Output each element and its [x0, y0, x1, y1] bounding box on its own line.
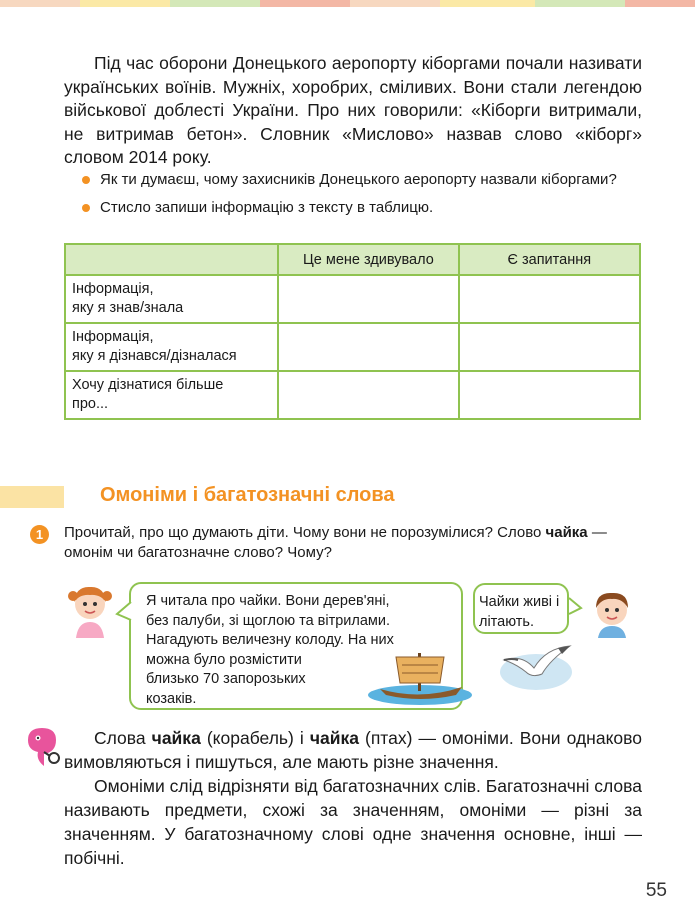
bullet-dot-icon [82, 176, 90, 184]
task-text-before: Прочитай, про що думають діти. Чому вони не порозумілися? Слово [64, 524, 546, 541]
rule-text: (корабель) і [200, 728, 310, 748]
seagull-icon [498, 636, 574, 694]
strip-segment [535, 0, 625, 7]
boy-speech-bubble [473, 583, 569, 634]
girl-speech-line: козаків. [146, 690, 197, 707]
bullet-list [80, 170, 642, 226]
strip-segment [625, 0, 695, 7]
table-cell[interactable] [459, 323, 640, 371]
girl-speech-line: Я читала про чайки. Вони дерев'яні, [146, 593, 390, 609]
girl-speech-line: Нагадують величезну колоду. На них [146, 632, 394, 648]
section-band [0, 486, 64, 508]
table-row [65, 275, 640, 323]
table-row-label: Хочу дізнатися більше про... [65, 371, 278, 419]
table-header-cell [65, 244, 278, 275]
bullet-item [80, 198, 642, 218]
rule-paragraphs [64, 726, 642, 870]
rule-bold-word: чайка [309, 728, 359, 748]
page-number: 55 [645, 880, 667, 901]
strip-segment [80, 0, 170, 7]
cossack-boat-icon [366, 643, 474, 707]
rule-bold-word: чайка [151, 728, 201, 748]
rule-text: (птах) — омоніми. Вони однаково вимовляються і пишуться, але мають різне значення. [64, 728, 642, 772]
intro-paragraph [64, 52, 642, 170]
table-cell[interactable] [278, 275, 458, 323]
rule-paragraph: Омоніми слід відрізняти від багатозначних слів. Багатозначні слова називають предмети, схожі за значенням, омоніми — різні за значенням. У багатозначному слові одне значення основне, інші — побічні. [64, 776, 642, 868]
table-cell[interactable] [459, 275, 640, 323]
bullet-item [80, 170, 642, 190]
rule-text: Слова [94, 728, 152, 748]
info-table [64, 243, 641, 420]
rule-paragraph [64, 726, 642, 774]
table-row [65, 371, 640, 419]
boy-speech-text: Чайки живі і літають. [479, 594, 560, 630]
mascot-icon [22, 726, 64, 770]
intro-text: Під час оборони Донецького аеропорту кіборгами почали називати українських воїнів. Мужніх, хоробрих, сміливих. Вони стали легендою військової доблесті України. Про них говорили: «Кіборги витримали, не витримав бетон». Словник «Мислово» назвав слово «кіборг» словом 2014 року. [64, 53, 642, 167]
table-row-label: Інформація, яку я знав/знала [65, 275, 278, 323]
strip-segment [170, 0, 260, 7]
table-row [65, 323, 640, 371]
task-bold-word: чайка [545, 524, 588, 541]
bullet-text: Стисло запиши інформацію з тексту в таблицю. [100, 199, 434, 216]
bubble-tail [115, 600, 133, 624]
girl-speech-line: можна було розмістити [146, 651, 302, 668]
strip-segment [350, 0, 440, 7]
girl-icon [66, 582, 114, 638]
bullet-dot-icon [82, 204, 90, 212]
strip-segment [440, 0, 535, 7]
table-header-row [65, 244, 640, 275]
girl-speech-line: близько 70 запорозьких [146, 671, 306, 687]
strip-segment [260, 0, 350, 7]
table-header-cell: Це мене здивувало [278, 244, 458, 275]
task-number-badge: 1 [30, 525, 49, 544]
task-text-after: — омонім чи багатозначне слово? Чому? [64, 524, 607, 561]
table-cell[interactable] [278, 323, 458, 371]
boy-icon [588, 588, 636, 638]
strip-segment [0, 0, 80, 7]
table-row-label: Інформація, яку я дізнався/дізналася [65, 323, 278, 371]
bullet-text: Як ти думаєш, чому захисників Донецького аеропорту назвали кіборгами? [100, 171, 617, 188]
table-header-cell: Є запитання [459, 244, 640, 275]
table-cell[interactable] [459, 371, 640, 419]
table-cell[interactable] [278, 371, 458, 419]
top-color-strip [0, 0, 695, 7]
task-text [64, 523, 642, 563]
bubble-tail [567, 596, 583, 618]
section-title: Омоніми і багатозначні слова [100, 484, 395, 506]
girl-speech-line: без палуби, зі щоглою та вітрилами. [146, 612, 391, 629]
